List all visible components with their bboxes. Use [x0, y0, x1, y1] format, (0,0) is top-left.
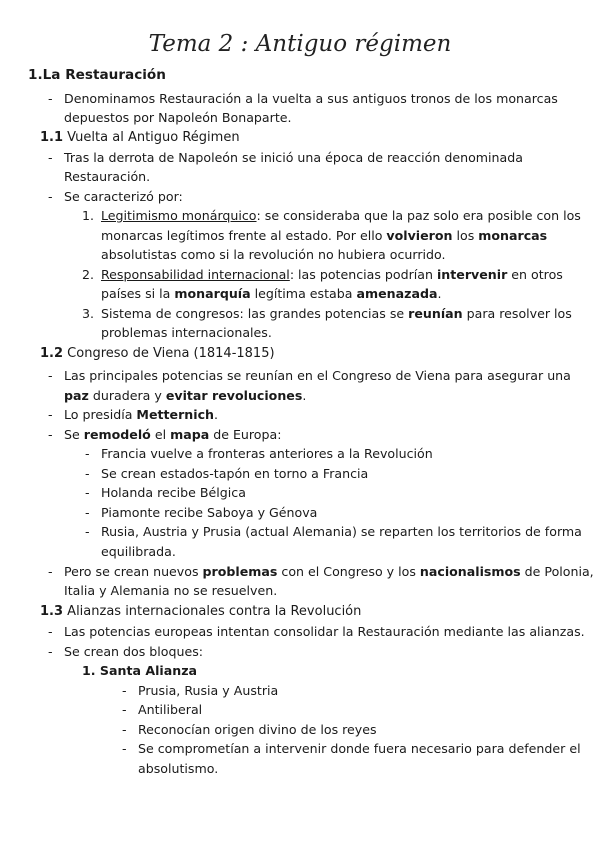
sub-list-item: Holanda recibe Bélgica	[101, 485, 246, 500]
list-item-responsabilidad: Responsabilidad internacional: las potencias podrían intervenir en otros	[101, 267, 563, 282]
paragraph-line: Lo presidía Metternich.	[64, 407, 219, 422]
subsection-heading-1-3: 1.3 Alianzas internacionales contra la Revolución	[40, 604, 362, 619]
paragraph-line: Se caracterizó por:	[64, 189, 183, 204]
paragraph-line: Denominamos Restauración a la vuelta a sus antiguos tronos de los monarcas	[64, 91, 558, 106]
paragraph-line: Pero se crean nuevos problemas con el Congreso y los nacionalismos de Polonia,	[64, 564, 594, 579]
sub-list-item: Piamonte recibe Saboya y Génova	[101, 505, 318, 520]
bullet-dash: -	[85, 524, 90, 539]
list-number: 3.	[82, 306, 95, 321]
bullet-dash: -	[85, 505, 90, 520]
paragraph-line: Italia y Alemania no se resuelven.	[64, 583, 278, 598]
bullet-dash: -	[122, 683, 127, 698]
list-item-line: monarcas legítimos frente al estado. Por ello volvieron los monarcas	[101, 228, 548, 243]
list-item-line: países si la monarquía legítima estaba amenazada.	[101, 286, 442, 301]
sub-list-item: Se crean estados-tapón en torno a Francia	[101, 466, 369, 481]
bullet-dash: -	[85, 446, 90, 461]
page-title: Tema 2 : Antiguo régimen	[148, 31, 452, 57]
list-number: 2.	[82, 267, 95, 282]
bullet-dash: -	[122, 722, 127, 737]
paragraph-line: Se crean dos bloques:	[64, 644, 204, 659]
bullet-dash: -	[48, 407, 53, 422]
paragraph-line: Restauración.	[64, 169, 151, 184]
bullet-dash: -	[48, 624, 53, 639]
subsection-heading-1-2: 1.2 Congreso de Viena (1814-1815)	[40, 346, 275, 361]
list-item-line: absolutistas como si la revolución no hubiera ocurrido.	[101, 247, 446, 262]
bullet-dash: -	[48, 189, 53, 204]
bullet-dash: -	[85, 466, 90, 481]
bullet-dash: -	[122, 702, 127, 717]
bullet-dash: -	[48, 427, 53, 442]
bullet-dash: -	[48, 644, 53, 659]
section-heading-restauracion: 1.La Restauración	[28, 67, 166, 83]
paragraph-line: depuestos por Napoleón Bonaparte.	[64, 110, 292, 125]
list-number: 1.	[82, 208, 95, 223]
subsection-heading-1-1: 1.1 Vuelta al Antiguo Régimen	[40, 130, 240, 145]
paragraph-line: Las principales potencias se reunían en el Congreso de Viena para asegurar una	[64, 368, 571, 383]
sub-list-item: Reconocían origen divino de los reyes	[138, 722, 377, 737]
paragraph-line: paz duradera y evitar revoluciones.	[64, 388, 307, 403]
paragraph-line: Las potencias europeas intentan consolidar la Restauración mediante las alianzas.	[64, 624, 585, 639]
bullet-dash: -	[48, 150, 53, 165]
list-item-legitimismo: Legitimismo monárquico: se consideraba que la paz solo era posible con los	[101, 208, 581, 223]
sub-list-item: Se comprometían a intervenir donde fuera necesario para defender el	[138, 741, 581, 756]
bullet-dash: -	[48, 368, 53, 383]
list-item-line: problemas internacionales.	[101, 325, 272, 340]
list-item-santa-alianza: 1. Santa Alianza	[82, 663, 198, 678]
sub-list-item: Antiliberal	[138, 702, 203, 717]
sub-list-item: Rusia, Austria y Prusia (actual Alemania) se reparten los territorios de forma	[101, 524, 582, 539]
bullet-dash: -	[48, 91, 53, 106]
sub-list-item: equilibrada.	[101, 544, 176, 559]
list-item-congresos: Sistema de congresos: las grandes potencias se reunían para resolver los	[101, 306, 572, 321]
sub-list-item: absolutismo.	[138, 761, 219, 776]
paragraph-line: Se remodeló el mapa de Europa:	[64, 427, 282, 442]
bullet-dash: -	[48, 564, 53, 579]
sub-list-item: Francia vuelve a fronteras anteriores a la Revolución	[101, 446, 433, 461]
paragraph-line: Tras la derrota de Napoleón se inició una época de reacción denominada	[64, 150, 523, 165]
bullet-dash: -	[85, 485, 90, 500]
bullet-dash: -	[122, 741, 127, 756]
sub-list-item: Prusia, Rusia y Austria	[138, 683, 279, 698]
